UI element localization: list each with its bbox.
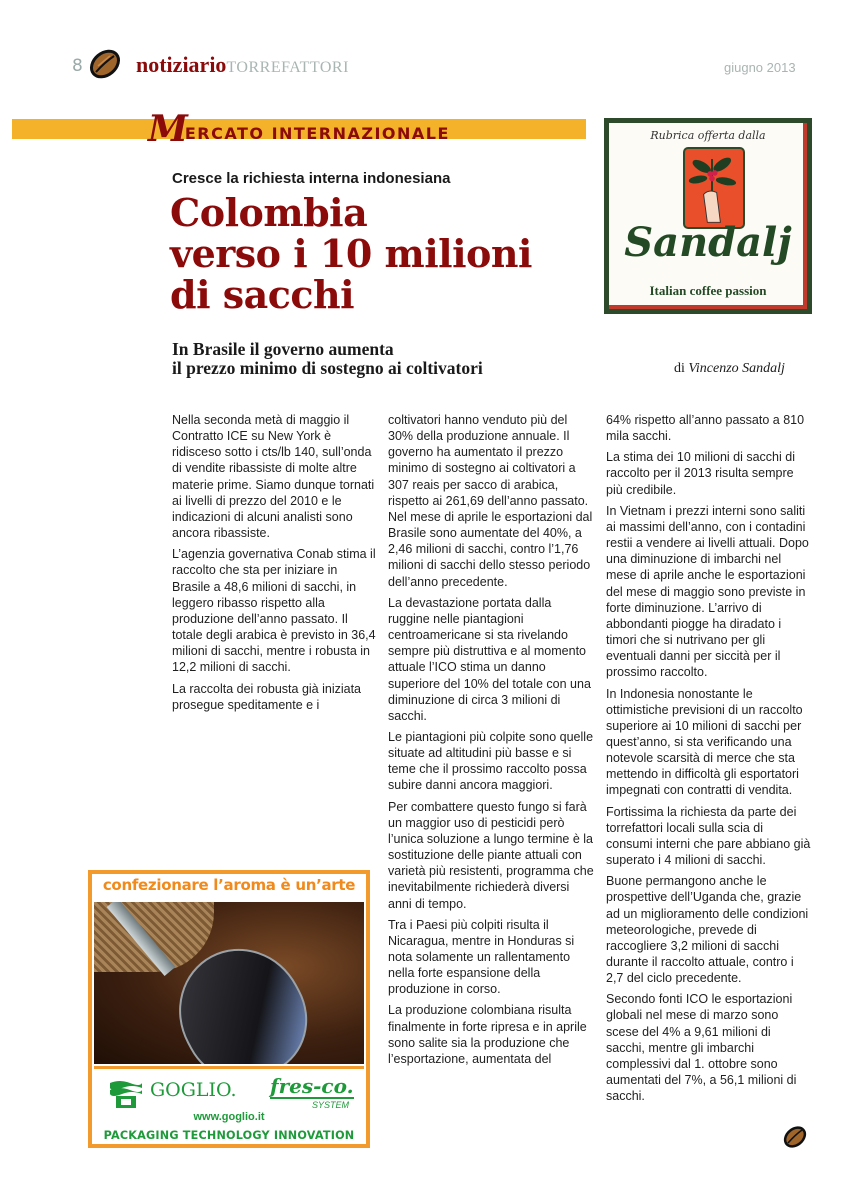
- sponsor-slogan: Italian coffee passion: [649, 283, 767, 298]
- publication-masthead: [136, 52, 349, 78]
- issue-date: giugno 2013: [724, 60, 796, 75]
- ad-brand-panel: [94, 1066, 364, 1142]
- paragraph: Fortissima la richiesta da parte dei torrefattori locali sulla scia di consumi interni che pare abbiano già superato i 4 milioni di sacchi.: [606, 804, 811, 868]
- article-subhead: In Brasile il governo aumenta il prezzo minimo di sostegno ai coltivatori: [172, 339, 483, 378]
- paragraph: In Vietnam i prezzi interni sono saliti ai massimi dell’anno, con i contadini restii a vendere ai livelli attuali. Dopo una diminuzione di imbarchi nel mese di aprile anche le esportazioni del mese di maggio sono previste in forte diminuzione. L’arrivo di abbondanti piogge ha diradato i timori che si nutrivano per gli eventuali danni per siccità per il prossimo raccolto.: [606, 503, 809, 680]
- sponsor-logo-box: [604, 118, 812, 314]
- paragraph: Tra i Paesi più colpiti risulta il Nicaragua, mentre in Honduras si nota solamente un rallentamento nella forte espansione della produzione in corso.: [388, 917, 575, 997]
- goglio-brand: GOGLIO.: [150, 1079, 237, 1101]
- ad-headline: confezionare l’aroma è un’arte: [102, 876, 356, 894]
- sponsor-brand: Sandalj: [624, 219, 792, 266]
- fresco-brand: fres-co.: [270, 1074, 354, 1098]
- section-initial: M: [148, 108, 188, 150]
- article-column-3: [606, 412, 812, 1109]
- author-name: Vincenzo Sandalj: [688, 361, 785, 376]
- article-byline: [674, 361, 785, 377]
- masthead-secondary: TORREFATTORI: [226, 59, 349, 76]
- ad-url-link[interactable]: www.goglio.it: [193, 1111, 265, 1123]
- paragraph: 64% rispetto all’anno passato a 810 mila sacchi.: [606, 413, 805, 444]
- coffee-bean-icon: [782, 1124, 808, 1150]
- article-column-1: [172, 412, 378, 718]
- paragraph: La stima dei 10 milioni di sacchi di raccolto per il 2013 risulta sempre più credibile.: [606, 450, 795, 497]
- paragraph: Nella seconda metà di maggio il Contratto ICE su New York è ridisceso sotto i cts/lb 140, sull’onda di vendite ribassiste di molte altre materie prime. Siamo dunque tornati ai livelli di prezzo del 2010 e le indicazioni di alcuni analisti sono ancora ribassiste.: [172, 413, 375, 541]
- section-title: [148, 108, 450, 150]
- page-number: 8: [72, 56, 83, 76]
- paragraph: L’agenzia governativa Conab stima il raccolto che sta per iniziare in Brasile a 48,6 milioni di sacchi, in leggero ribasso rispetto alla produzione dell’anno passato. Il totale degli arabica è previsto in 36,4 milioni di sacchi, mentre i robusta in 12,2 milioni di sacchi.: [172, 547, 376, 675]
- paragraph: coltivatori hanno venduto più del 30% della produzione annuale. Il governo ha aumentato il prezzo minimo di sostegno ai coltivatori a 307 reais per sacco di arabica, rispetto ai 261,69 dell’anno passato. Nel mese di aprile le esportazioni dal Brasile sono aumentate del 40%, a 2,46 milioni di sacchi, contro l’1,76 milioni di sacchi dello stesso periodo dell’anno precedente.: [388, 413, 593, 589]
- paragraph: In Indonesia nonostante le ottimistiche previsioni di un raccolto superiore ai 10 milioni di sacchi per quest’anno, si sta verificando una notevole scarsità di merce che sta mettendo in difficoltà gli esportatori impegnati con contratti di vendita.: [606, 686, 803, 798]
- fresco-system-tag: SYSTEM: [312, 1100, 350, 1110]
- paragraph: Buone permangono anche le prospettive dell’Uganda che, grazie ad un miglioramento delle condizioni meteorologiche, prevede di raccogliere 3,2 milioni di sacchi durante il raccolto attuale, contro i 2,7 del ciclo precedente.: [606, 874, 809, 986]
- byline-prefix: di: [674, 361, 685, 376]
- paragraph: La produzione colombiana risulta finalmente in forte ripresa e in aprile sono salite sia la produzione che l’esportazione, aumentata del: [388, 1003, 587, 1066]
- goglio-logo-icon: [108, 1079, 144, 1109]
- paragraph: La raccolta dei robusta già iniziata prosegue speditamente e i: [172, 681, 362, 712]
- coffee-scoop-photo: [94, 902, 364, 1064]
- article-kicker: Cresce la richiesta interna indonesiana: [172, 170, 451, 187]
- coffee-bean-icon: [88, 48, 122, 80]
- paragraph: La devastazione portata dalla ruggine nelle piantagioni centroamericane si sta rivelando sempre più distruttiva e al momento attuale l’ICO stima un danno superiore del 10% del totale con una diminuzione di circa 3 milioni di sacchi.: [388, 595, 591, 723]
- article-column-2: [388, 412, 594, 1072]
- sponsor-tagline: Rubrica offerta dalla: [650, 129, 766, 142]
- section-title-text: ERCATO INTERNAZIONALE: [184, 124, 450, 143]
- paragraph: Le piantagioni più colpite sono quelle situate ad altitudini più basse e si teme che il prossimo raccolto possa subire danni ancora maggiori.: [388, 729, 594, 793]
- paragraph: Secondo fonti ICO le esportazioni globali nel mese di marzo sono scese del 4% a 9,61 milioni di sacchi, mentre gli imbarchi complessivi dal 1. ottobre sono aumentati del 7%, a 56,1 milioni di sacchi.: [606, 992, 797, 1104]
- ad-claim: PACKAGING TECHNOLOGY INNOVATION: [103, 1129, 355, 1142]
- goglio-advertisement[interactable]: [88, 870, 370, 1148]
- paragraph: Per combattere questo fungo si farà un maggior uso di pesticidi però l’unica soluzione a lungo termine è la sostituzione delle piante attuali con varietà più resistenti, programma che inevitabilmente richiederà diversi anni di tempo.: [388, 799, 594, 911]
- masthead-primary: notiziario: [136, 52, 227, 77]
- article-headline: Colombia verso i 10 milioni di sacchi: [170, 190, 532, 317]
- hand-holding-coffee-branch-icon: [683, 147, 745, 229]
